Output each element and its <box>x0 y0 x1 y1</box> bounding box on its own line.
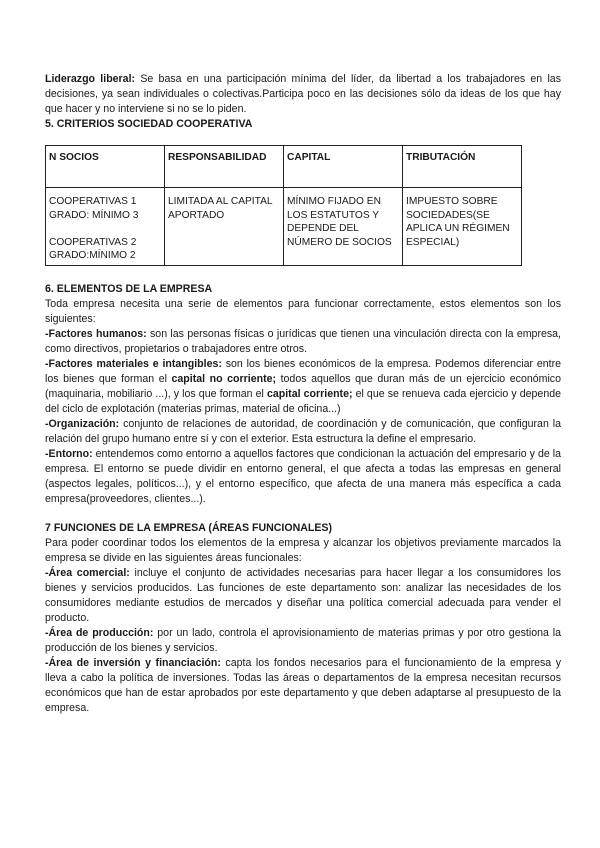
factores-materiales-paragraph <box>45 357 561 417</box>
area-inversion-paragraph <box>45 656 561 716</box>
section-7-intro: Para poder coordinar todos los elementos de la empresa y alcanzar los objetivos previamente marcados la empresa se divide en las siguientes áreas funcionales: <box>45 537 561 564</box>
organizacion-text: conjunto de relaciones de autoridad, de coordinación y de comunicación, que configuran la relación del grupo humano entre sí y con el exterior. Esta estructura la define el empresario. <box>45 418 561 445</box>
table-row <box>46 188 522 266</box>
area-produccion-term: -Área de producción: <box>45 627 154 639</box>
section-6-intro: Toda empresa necesita una serie de elementos para funcionar correctamente, estos elementos son los siguientes: <box>45 298 561 325</box>
section-5-heading: 5. CRITERIOS SOCIEDAD COOPERATIVA <box>45 118 253 130</box>
section-7-heading: 7 FUNCIONES DE LA EMPRESA (ÁREAS FUNCIONALES) <box>45 522 333 534</box>
liderazgo-paragraph <box>45 72 561 117</box>
section-6-heading: 6. ELEMENTOS DE LA EMPRESA <box>45 283 213 295</box>
entorno-paragraph <box>45 447 561 507</box>
cell-socios <box>46 188 165 266</box>
capital-corriente-term: capital corriente; <box>266 388 353 400</box>
criterios-table <box>45 145 522 266</box>
factores-materiales-text-3: el que se renueva cada ejercicio y depende del ciclo de explotación (materias primas, material de oficina...) <box>45 388 561 415</box>
organizacion-paragraph <box>45 417 561 447</box>
table-header-row <box>46 146 522 188</box>
capital-no-corriente-term: capital no corriente; <box>171 373 277 385</box>
socios-grado-2: COOPERATIVAS 2 GRADO:MÍNIMO 2 <box>49 236 137 261</box>
liderazgo-text: Se basa en una participación mínima del líder, da libertad a los trabajadores en las decisiones, ya sean individuales o colectivas.Participa poco en las decisiones sólo da ideas de los que hay que hacer y no interviene si no se lo piden. <box>45 73 561 115</box>
header-responsabilidad: RESPONSABILIDAD <box>165 146 284 188</box>
header-capital: CAPITAL <box>284 146 403 188</box>
entorno-term: -Entorno: <box>45 448 93 460</box>
area-produccion-paragraph <box>45 626 561 656</box>
organizacion-term: -Organización: <box>45 418 120 430</box>
entorno-text: entendemos como entorno a aquellos factores que condicionan la actuación del empresario y de la empresa. El entorno se puede dividir en entorno general, el que afecta a todas las empresas en general (aspectos legales, políticos...), y el entorno específico, que afecta de una manera más específica a cada empresa(proveedores, clientes...). <box>45 448 561 505</box>
socios-grado-1: COOPERATIVAS 1 GRADO: MÍNIMO 3 <box>49 196 139 221</box>
cell-tributacion: IMPUESTO SOBRE SOCIEDADES(SE APLICA UN RÉGIMEN ESPECIAL) <box>403 188 522 266</box>
area-comercial-term: -Área comercial: <box>45 567 130 579</box>
area-produccion-text: por un lado, controla el aprovisionamiento de materias primas y por otro gestiona la producción de los bienes y servicios. <box>45 627 561 654</box>
cell-capital: MÍNIMO FIJADO EN LOS ESTATUTOS Y DEPENDE DEL NÚMERO DE SOCIOS <box>284 188 403 266</box>
liderazgo-term: Liderazgo liberal: <box>45 73 136 85</box>
header-socios: N SOCIOS <box>46 146 165 188</box>
factores-materiales-text: son los bienes económicos de la empresa. Podemos diferenciar entre los bienes que forman el <box>45 358 561 385</box>
area-comercial-paragraph <box>45 566 561 626</box>
factores-humanos-text: son las personas físicas o jurídicas que tienen una vinculación directa con la empresa, como directivos, propietarios o trabajadores entre otros. <box>45 328 561 355</box>
area-inversion-term: -Área de inversión y financiación: <box>45 657 221 669</box>
factores-materiales-text-2: todos aquellos que duran más de un ejercicio económico (maquinaria, mobiliario ...), y los que forman el <box>45 373 561 400</box>
header-tributacion: TRIBUTACIÓN <box>403 146 522 188</box>
factores-humanos-paragraph <box>45 327 561 357</box>
area-comercial-text: incluye el conjunto de actividades necesarias para hacer llegar a los consumidores los bienes y servicios producidos. Las funciones de este departamento son: analizar las necesidades de los consumidores mediante estudios de mercados y diseñar una política comercial adecuada para vender el producto. <box>45 567 561 624</box>
document-page <box>45 72 561 716</box>
area-inversion-text: capta los fondos necesarios para el funcionamiento de la empresa y lleva a cabo la política de inversiones. Todas las áreas o departamentos de la empresa necesitan recursos económicos que han de estar aprobados por este departamento y que deben adaptarse al presupuesto de la empresa. <box>45 657 562 714</box>
cell-responsabilidad: LIMITADA AL CAPITAL APORTADO <box>165 188 284 266</box>
factores-humanos-term: -Factores humanos: <box>45 328 147 340</box>
factores-materiales-term: -Factores materiales e intangibles: <box>45 358 222 370</box>
